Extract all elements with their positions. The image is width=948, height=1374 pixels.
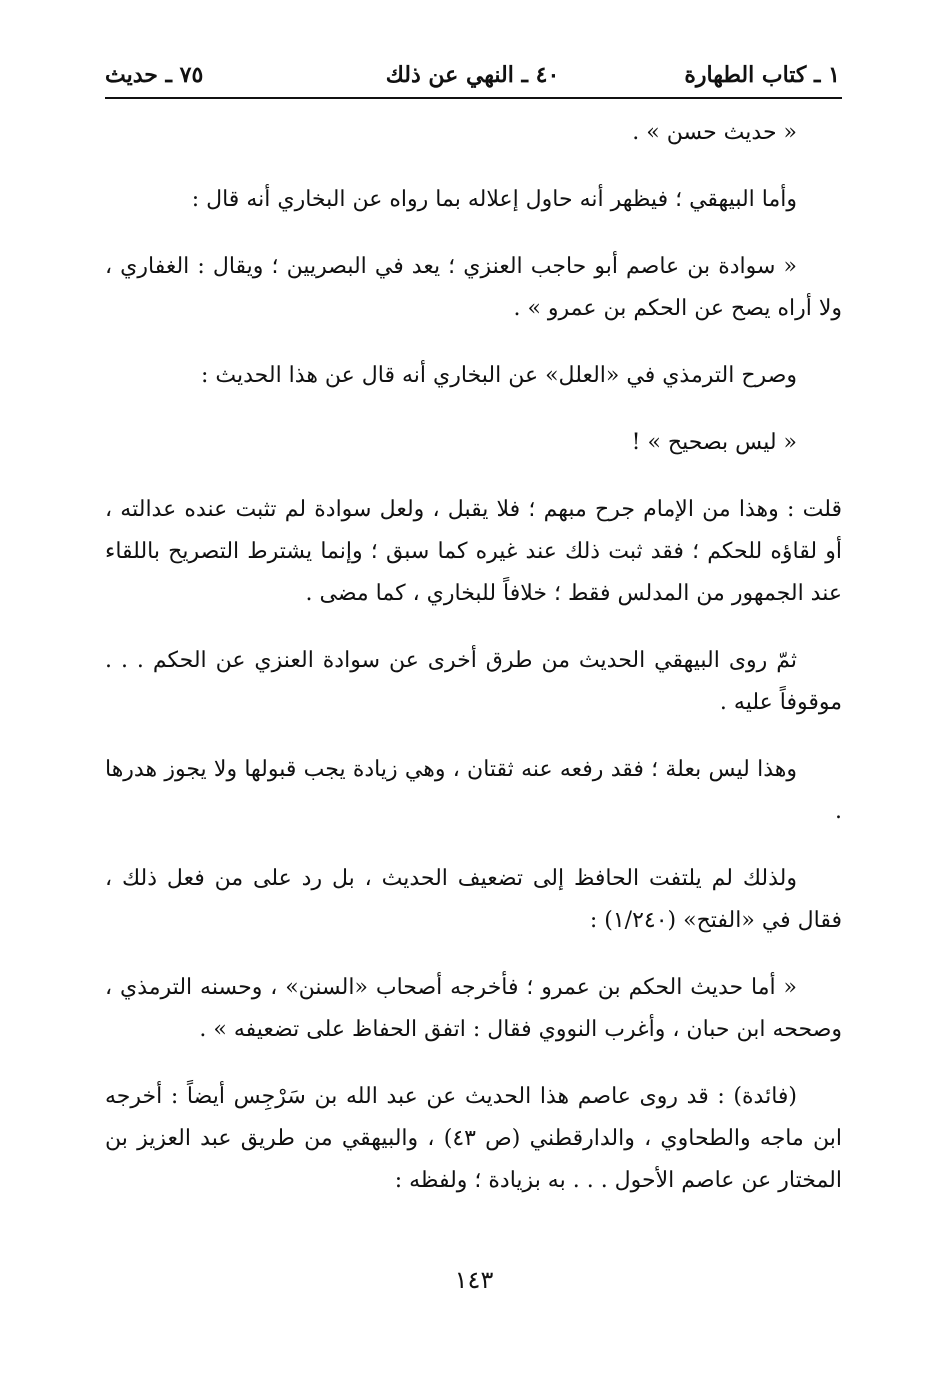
paragraph-quote-bukhari: « سوادة بن عاصم أبو حاجب العنزي ؛ يعد في البصريين ؛ ويقال : الغفاري ، ولا أراه يصح عن الحكم بن عمرو » . bbox=[105, 254, 842, 321]
paragraph-quote-hasan: « حديث حسن » . bbox=[632, 120, 797, 145]
paragraph-quote-fath: « أما حديث الحكم بن عمرو ؛ فأخرجه أصحاب «السنن» ، وحسنه الترمذي ، وصححه ابن حبان ، وأغرب النووي فقال : اتفق الحفاظ على تضعيفه » . bbox=[105, 975, 842, 1042]
running-header bbox=[105, 58, 840, 94]
header-hadith-number: ٧٥ ـ حديث bbox=[105, 62, 204, 88]
paragraph-tirmidhi: وصرح الترمذي في «العلل» عن البخاري أنه قال عن هذا الحديث : bbox=[200, 363, 797, 388]
paragraph-hafiz: ولذلك لم يلتفت الحافظ إلى تضعيف الحديث ، بل رد على من فعل ذلك ، فقال في «الفتح» (١/٢٤٠) : bbox=[105, 866, 842, 933]
header-rule bbox=[105, 97, 842, 99]
paragraph-bayhaqi: وأما البيهقي ؛ فيظهر أنه حاول إعلاله بما رواه عن البخاري أنه قال : bbox=[191, 187, 797, 212]
page-body bbox=[105, 112, 842, 1227]
paragraph-not-illah: وهذا ليس بعلة ؛ فقد رفعه عنه ثقتان ، وهي زيادة يجب قبولها ولا يجوز هدرها . bbox=[105, 757, 842, 824]
header-chapter-title: ٤٠ ـ النهي عن ذلك bbox=[385, 62, 560, 88]
paragraph-quote-not-sahih: « ليس بصحيح » ! bbox=[631, 430, 797, 455]
header-book-title: ١ ـ كتاب الطهارة bbox=[684, 62, 840, 88]
paragraph-faidah: (فائدة) : قد روى عاصم هذا الحديث عن عبد الله بن سَرْجِس أيضاً : أخرجه ابن ماجه والطحاوي ، والدارقطني (ص ٤٣) ، والبيهقي من طريق عبد العزيز بن المختار عن عاصم الأحول . . . به بزيادة ؛ ولفظه : bbox=[105, 1084, 842, 1193]
paragraph-author-comment: قلت : وهذا من الإمام جرح مبهم ؛ فلا يقبل ، ولعل سوادة لم تثبت عنده عدالته ، أو لقاؤه للحكم ؛ فقد ثبت ذلك عند غيره كما سبق ؛ وإنما يشترط التصريح باللقاء عند الجمهور من المدلس فقط ؛ خلافاً للبخاري ، كما مضى . bbox=[105, 497, 842, 606]
page-number: ١٤٣ bbox=[454, 1266, 494, 1294]
paragraph-mawquf: ثمّ روى البيهقي الحديث من طرق أخرى عن سوادة العنزي عن الحكم . . . موقوفاً عليه . bbox=[105, 648, 842, 715]
